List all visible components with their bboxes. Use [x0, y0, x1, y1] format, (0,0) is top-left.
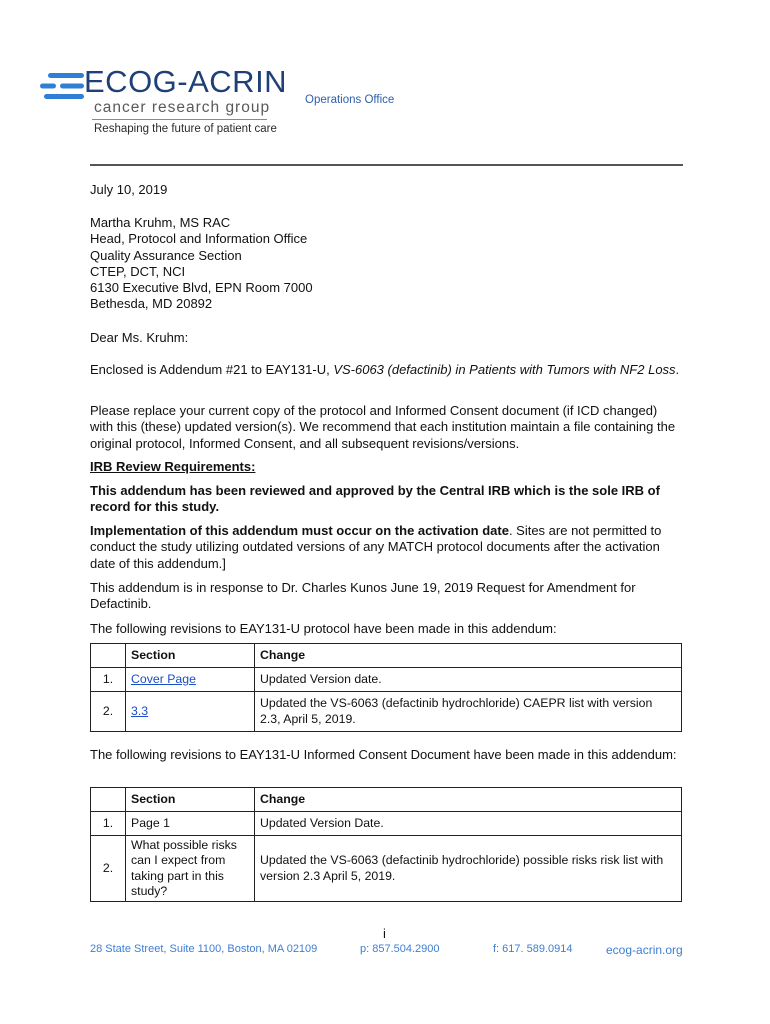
table-header-row	[91, 788, 682, 812]
change-cell: Updated the VS-6063 (defactinib hydrochloride) CAEPR list with version 2.3, April 5, 2019.	[255, 692, 682, 732]
office-label: Operations Office	[305, 94, 395, 106]
response-paragraph: This addendum is in response to Dr. Charles Kunos June 19, 2019 Request for Amendment for Defactinib.	[90, 580, 636, 612]
replace-paragraph: Please replace your current copy of the protocol and Informed Consent document (if ICD changed) with this (these) updated version(s). We recommend that each institution maintain a file containing the original protocol, Informed Consent, and all subsequent revisions/versions.	[90, 403, 676, 451]
table-header-row	[91, 644, 682, 668]
logo-subtitle: cancer research group	[94, 99, 271, 116]
header-rule	[90, 164, 683, 166]
recipient-line: Martha Kruhm, MS RAC	[90, 215, 231, 230]
table-cell	[91, 644, 126, 668]
section-3-3-link[interactable]: 3.3	[131, 703, 149, 718]
footer-address: 28 State Street, Suite 1100, Boston, MA 02109	[90, 943, 318, 955]
cover-page-link[interactable]: Cover Page	[131, 671, 196, 686]
row-number: 1.	[91, 668, 126, 692]
table-row	[91, 692, 682, 732]
change-cell: Updated the VS-6063 (defactinib hydrochloride) possible risks risk list with version 2.3 April 5, 2019.	[255, 836, 682, 902]
recipient-line: 6130 Executive Blvd, EPN Room 7000	[90, 280, 313, 296]
table-row	[91, 668, 682, 692]
logo-bars-icon	[40, 73, 86, 99]
section-header: Section	[126, 788, 255, 812]
enclosed-suffix: .	[675, 362, 680, 377]
table-row	[91, 836, 682, 902]
table-cell	[91, 788, 126, 812]
implementation-bold: Implementation of this addendum must occur on the activation date	[90, 523, 509, 538]
section-cell	[126, 692, 255, 732]
enclosed-paragraph	[90, 362, 680, 378]
footer-fax: f: 617. 589.0914	[493, 943, 573, 955]
logo-tagline: Reshaping the future of patient care	[94, 123, 277, 135]
change-header: Change	[255, 788, 682, 812]
logo-divider	[92, 119, 267, 120]
change-cell: Updated Version date.	[255, 668, 682, 692]
change-cell: Updated Version Date.	[255, 812, 682, 836]
irb-heading: IRB Review Requirements:	[90, 459, 256, 474]
icd-revisions-table	[90, 787, 682, 902]
table-row	[91, 812, 682, 836]
change-header: Change	[255, 644, 682, 668]
letter-date: July 10, 2019	[90, 182, 168, 197]
logo-org-name: ECOG-ACRIN	[84, 64, 288, 99]
recipient-line: Head, Protocol and Information Office	[90, 231, 308, 247]
protocol-revisions-intro: The following revisions to EAY131-U protocol have been made in this addendum:	[90, 621, 557, 636]
icd-revisions-intro: The following revisions to EAY131-U Informed Consent Document have been made in this addendum:	[90, 747, 677, 762]
enclosed-prefix: Enclosed is Addendum #21 to EAY131-U,	[90, 362, 334, 377]
recipient-line: Quality Assurance Section	[90, 247, 242, 263]
section-cell: What possible risks can I expect from taking part in this study?	[126, 836, 255, 902]
recipient-block	[90, 215, 313, 313]
recipient-line: CTEP, DCT, NCI	[90, 263, 186, 279]
recipient-line: Bethesda, MD 20892	[90, 296, 213, 312]
page-number: i	[383, 926, 386, 941]
section-cell: Page 1	[126, 812, 255, 836]
study-title: VS-6063 (defactinib) in Patients with Tumors with NF2 Loss	[333, 362, 676, 377]
implementation-rest: . Sites are not permitted to conduct the study utilizing outdated versions of any MATCH protocol documents after the activation date of this addendum.]	[90, 523, 662, 571]
implementation-paragraph	[90, 523, 680, 572]
row-number: 2.	[91, 836, 126, 902]
salutation: Dear Ms. Kruhm:	[90, 330, 189, 345]
row-number: 2.	[91, 692, 126, 732]
row-number: 1.	[91, 812, 126, 836]
irb-statement: This addendum has been reviewed and approved by the Central IRB which is the sole IRB of record for this study.	[90, 483, 660, 515]
footer-phone: p: 857.504.2900	[360, 943, 440, 955]
footer-website-link[interactable]: ecog-acrin.org	[606, 943, 683, 957]
section-cell	[126, 668, 255, 692]
protocol-revisions-table	[90, 643, 682, 732]
section-header: Section	[126, 644, 255, 668]
